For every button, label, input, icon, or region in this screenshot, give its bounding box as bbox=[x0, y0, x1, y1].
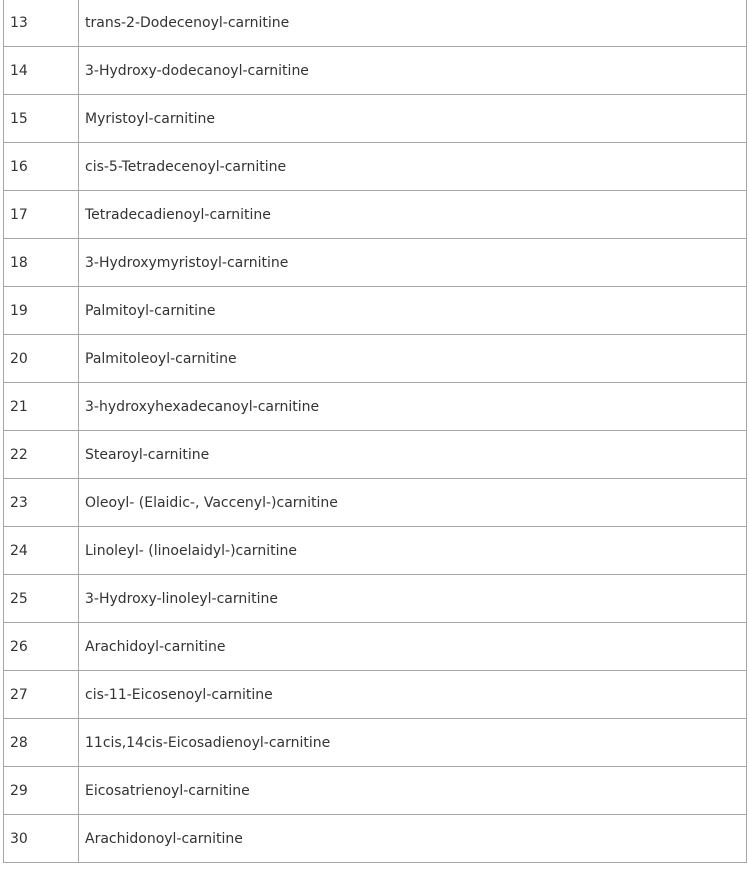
row-number: 27 bbox=[4, 671, 79, 719]
row-number: 25 bbox=[4, 575, 79, 623]
compound-name: trans-2-Dodecenoyl-carnitine bbox=[79, 0, 747, 47]
compound-name: 3-Hydroxy-linoleyl-carnitine bbox=[79, 575, 747, 623]
compound-name: Oleoyl- (Elaidic-, Vaccenyl-)carnitine bbox=[79, 479, 747, 527]
compound-name: Arachidonoyl-carnitine bbox=[79, 815, 747, 863]
row-number: 18 bbox=[4, 239, 79, 287]
compound-name: cis-5-Tetradecenoyl-carnitine bbox=[79, 143, 747, 191]
row-number: 20 bbox=[4, 335, 79, 383]
table-row bbox=[4, 719, 747, 767]
table-row bbox=[4, 143, 747, 191]
row-number: 16 bbox=[4, 143, 79, 191]
row-number: 13 bbox=[4, 0, 79, 47]
compound-name: 3-Hydroxymyristoyl-carnitine bbox=[79, 239, 747, 287]
compound-name: cis-11-Eicosenoyl-carnitine bbox=[79, 671, 747, 719]
table-row bbox=[4, 431, 747, 479]
row-number: 24 bbox=[4, 527, 79, 575]
table-row bbox=[4, 95, 747, 143]
table-row bbox=[4, 335, 747, 383]
row-number: 26 bbox=[4, 623, 79, 671]
carnitine-table bbox=[3, 0, 747, 863]
table-row bbox=[4, 287, 747, 335]
compound-name: Stearoyl-carnitine bbox=[79, 431, 747, 479]
compound-name: 3-hydroxyhexadecanoyl-carnitine bbox=[79, 383, 747, 431]
row-number: 22 bbox=[4, 431, 79, 479]
table-row bbox=[4, 383, 747, 431]
compound-name: Palmitoleoyl-carnitine bbox=[79, 335, 747, 383]
table-row bbox=[4, 527, 747, 575]
row-number: 29 bbox=[4, 767, 79, 815]
row-number: 15 bbox=[4, 95, 79, 143]
table-row bbox=[4, 815, 747, 863]
carnitine-table-container bbox=[3, 0, 746, 863]
table-row bbox=[4, 47, 747, 95]
row-number: 28 bbox=[4, 719, 79, 767]
table-row bbox=[4, 671, 747, 719]
compound-name: Eicosatrienoyl-carnitine bbox=[79, 767, 747, 815]
table-row bbox=[4, 767, 747, 815]
table-row bbox=[4, 0, 747, 47]
compound-name: Myristoyl-carnitine bbox=[79, 95, 747, 143]
table-row bbox=[4, 575, 747, 623]
row-number: 30 bbox=[4, 815, 79, 863]
table-row bbox=[4, 191, 747, 239]
compound-name: Arachidoyl-carnitine bbox=[79, 623, 747, 671]
compound-name: 11cis,14cis-Eicosadienoyl-carnitine bbox=[79, 719, 747, 767]
row-number: 14 bbox=[4, 47, 79, 95]
compound-name: Linoleyl- (linoelaidyl-)carnitine bbox=[79, 527, 747, 575]
table-body bbox=[4, 0, 747, 863]
table-row bbox=[4, 623, 747, 671]
row-number: 17 bbox=[4, 191, 79, 239]
compound-name: Palmitoyl-carnitine bbox=[79, 287, 747, 335]
table-row bbox=[4, 239, 747, 287]
row-number: 23 bbox=[4, 479, 79, 527]
row-number: 21 bbox=[4, 383, 79, 431]
table-row bbox=[4, 479, 747, 527]
compound-name: Tetradecadienoyl-carnitine bbox=[79, 191, 747, 239]
row-number: 19 bbox=[4, 287, 79, 335]
compound-name: 3-Hydroxy-dodecanoyl-carnitine bbox=[79, 47, 747, 95]
